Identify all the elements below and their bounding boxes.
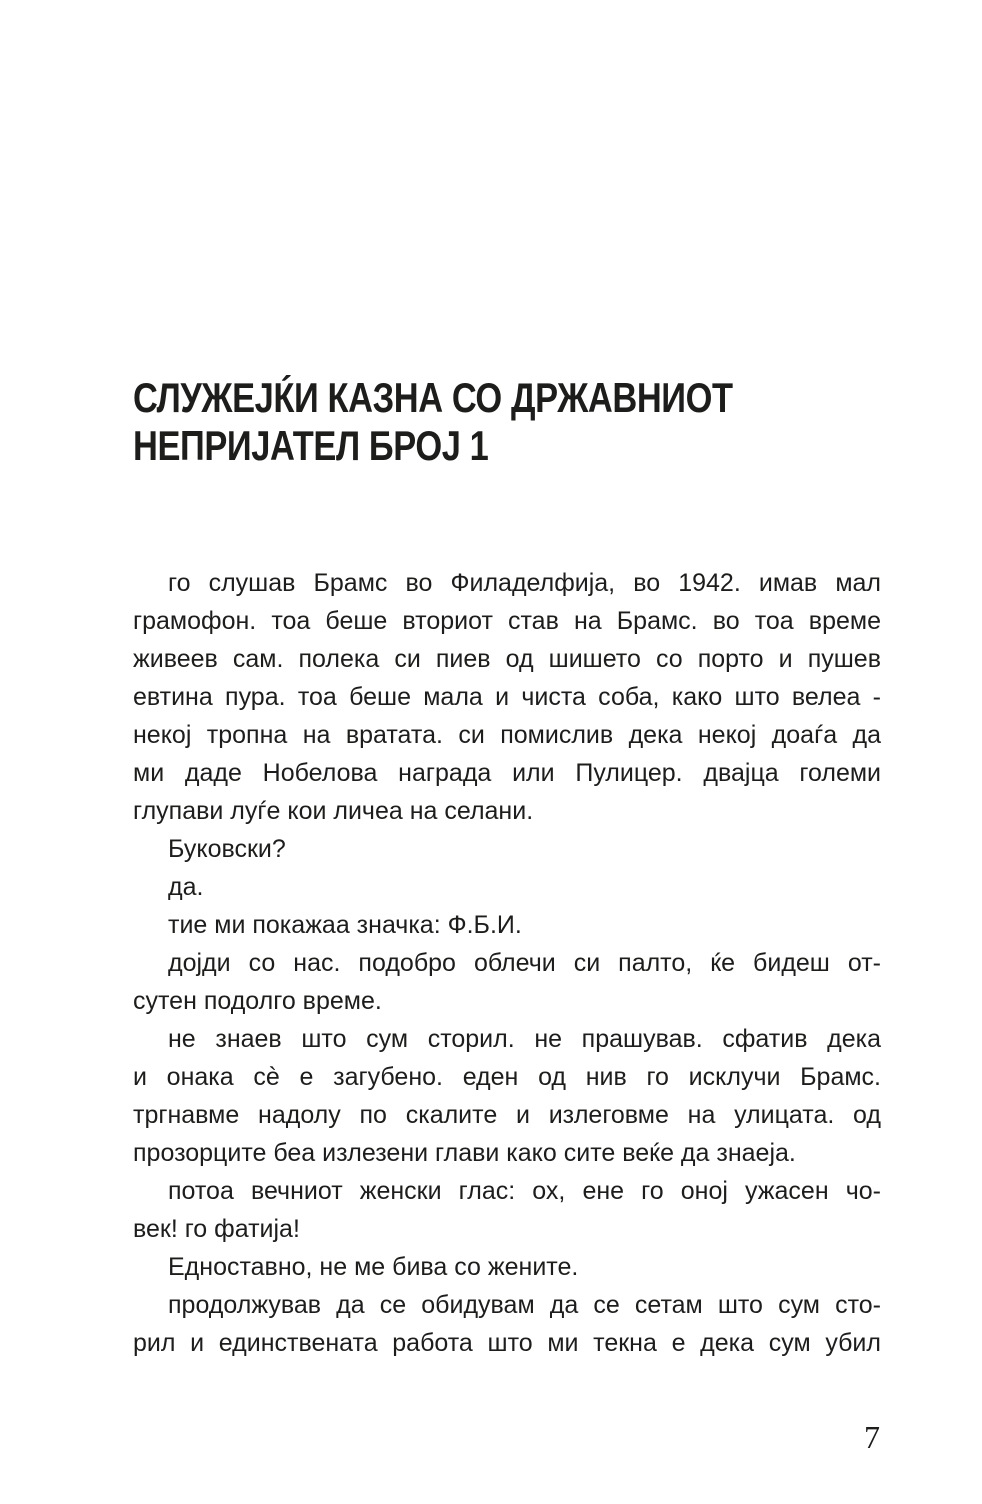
paragraph [133,944,881,1020]
text-line: и онака сè е загубено. еден од нив го исклучи Брамс. [133,1063,881,1091]
body-text [133,564,881,1362]
text-line: да. [168,873,204,901]
text-line: продолжував да се обидувам да се сетам што сум сто- [168,1291,881,1319]
text-line: прозорците беа излезени глави како сите веќе да знаеја. [133,1139,796,1167]
text-line: Едноставно, не ме бива со жените. [168,1253,579,1281]
text-line: рил и единствената работа што ми текна е дека сум убил [133,1329,881,1357]
chapter-title [133,374,756,470]
text-line: не знаев што сум сторил. не прашував. сфатив дека [168,1025,881,1053]
paragraph [133,1286,881,1362]
text-line: век! го фатија! [133,1215,300,1243]
text-line: сутен подолго време. [133,987,382,1015]
text-line: тргнавме надолу по скалите и излеговме на улицата. од [133,1101,881,1129]
paragraph [133,1020,881,1172]
text-line: живеев сам. полека си пиев од шишето со порто и пушев [133,645,881,673]
paragraph [133,1248,881,1286]
paragraph [133,868,881,906]
text-line: Буковски? [168,835,286,863]
text-line: тие ми покажаа значка: Ф.Б.И. [168,911,522,939]
text-line: грамофон. тоа беше вториот став на Брамс. во тоа време [133,607,881,635]
text-line: го слушав Брамс во Филаделфија, во 1942. имав мал [168,569,881,597]
paragraph [133,906,881,944]
text-line: глупави луѓе кои личеа на селани. [133,797,534,825]
text-line: евтина пура. тоа беше мала и чиста соба, како што велеа - [133,683,881,711]
page-number: 7 [864,1419,880,1455]
paragraph [133,830,881,868]
chapter-title-line: НЕПРИЈАТЕЛ БРОЈ 1 [133,422,489,469]
paragraph [133,1172,881,1248]
text-line: некој тропна на вратата. си помислив дека некој доаѓа да [133,721,881,749]
paragraph [133,564,881,830]
text-line: ми даде Нобелова награда или Пулицер. двајца големи [133,759,881,787]
text-line: дојди со нас. подобро облечи си палто, ќе бидеш от- [168,949,881,977]
text-line: потоа вечниот женски глас: ох, ене го оној ужасен чо- [168,1177,881,1205]
chapter-title-line: СЛУЖЕЈЌИ КАЗНА СО ДРЖАВНИОТ [133,374,733,421]
